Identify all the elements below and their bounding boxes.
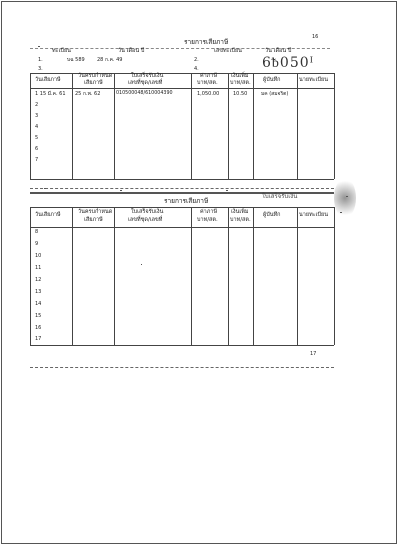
entry3-index: 3. xyxy=(38,66,43,72)
t1-row-3: 3 xyxy=(35,113,39,119)
col-receipt-2: เลขที่ชุด/เลขที่ xyxy=(128,80,163,86)
date-header: วัน เดือน ปี xyxy=(118,48,145,54)
entry4-index: 4. xyxy=(194,66,199,72)
scan-speck xyxy=(226,190,228,191)
t1-row-1-receipt: 010500048/610004390 xyxy=(116,91,173,96)
scan-speck xyxy=(346,196,348,197)
entry2-index: 2. xyxy=(194,57,199,63)
t2-col-7 xyxy=(334,207,335,345)
t1-header-bottom xyxy=(30,88,334,89)
entry1-date: 28 ก.ค. 49 xyxy=(97,57,123,63)
col-surcharge-2: บาท/สต. xyxy=(230,80,251,86)
t2-col-surcharge-2: บาท/สต. xyxy=(230,217,251,223)
scan-speck xyxy=(340,212,342,213)
section2-stamp: ใบเสร็จรับเงิน xyxy=(262,193,298,200)
t2-row-14: 14 xyxy=(35,301,42,307)
scan-speck xyxy=(120,190,122,191)
col-receipt-1: ใบเสร็จรับเงิน xyxy=(131,73,164,79)
col-registrar: นายทะเบียน xyxy=(299,77,329,83)
entry1-reg: บฉ 589 xyxy=(67,57,85,63)
col-tax-1: ค่าภาษี xyxy=(200,73,218,79)
t1-row-1-recorder: มค (สมจริต) xyxy=(261,91,289,97)
t1-col-0 xyxy=(30,73,31,179)
t2-col-5 xyxy=(253,207,254,345)
t2-col-surcharge-1: เงินเพิ่ม xyxy=(231,209,249,215)
t1-top-line xyxy=(30,73,334,74)
t1-col-3 xyxy=(191,73,192,179)
t2-col-6 xyxy=(297,207,298,345)
t2-row-9: 9 xyxy=(35,241,39,247)
t1-col-4 xyxy=(228,73,229,179)
col-due-date-2: เสียภาษี xyxy=(84,80,103,86)
t2-row-8: 8 xyxy=(35,229,39,235)
t2-row-17: 17 xyxy=(35,336,42,342)
col-surcharge-1: เงินเพิ่ม xyxy=(231,73,249,79)
t2-row-15: 15 xyxy=(35,313,42,319)
t1-bottom-line xyxy=(30,179,334,180)
scan-speck xyxy=(38,46,40,47)
t2-col-4 xyxy=(228,207,229,345)
bottom-rule xyxy=(30,367,334,368)
t2-col-registrar: นายทะเบียน xyxy=(299,212,329,218)
entry1-index: 1. xyxy=(38,57,43,63)
t1-col-7 xyxy=(334,73,335,179)
section2-title: รายการเสียภาษี xyxy=(164,197,209,205)
t2-col-receipt-2: เลขที่ชุด/เลขที่ xyxy=(128,217,163,223)
t2-top-line xyxy=(30,207,334,208)
t2-row-12: 12 xyxy=(35,277,42,283)
t2-header-bottom xyxy=(30,227,334,228)
t2-col-2 xyxy=(114,207,115,345)
t1-row-5: 5 xyxy=(35,135,39,141)
t1-col-5 xyxy=(253,73,254,179)
t2-col-pay-date: วันเสียภาษี xyxy=(35,212,61,218)
t2-col-1 xyxy=(72,207,73,345)
page-number-top: 16 xyxy=(312,34,319,40)
reg-header-right: เลขทะเบียน xyxy=(214,48,242,54)
t1-row-4: 4 xyxy=(35,124,39,130)
t2-col-due-date-2: เสียภาษี xyxy=(84,217,103,223)
t1-col-1 xyxy=(72,73,73,179)
scan-speck xyxy=(141,264,142,265)
t1-col-2 xyxy=(114,73,115,179)
col-due-date-1: วันครบกำหนด xyxy=(78,73,113,79)
t2-row-16: 16 xyxy=(35,325,42,331)
handwritten-code: 6ᵬ050ᴵ xyxy=(262,55,315,71)
t1-row-7: 7 xyxy=(35,157,39,163)
reg-header: ทะเบียน xyxy=(52,48,71,54)
t1-row-1-tax: 1,050.00 xyxy=(197,91,220,97)
t2-row-13: 13 xyxy=(35,289,42,295)
section-separator xyxy=(30,188,334,189)
date-header-right: วัน เดือน ปี xyxy=(265,48,292,54)
t2-col-tax-2: บาท/สต. xyxy=(197,217,218,223)
t2-row-10: 10 xyxy=(35,253,42,259)
t1-row-1-surcharge: 10.50 xyxy=(233,91,248,97)
t1-row-1-pay: 1 15 มี.ค. 61 xyxy=(35,91,66,97)
col-recorder: ผู้บันทึก xyxy=(263,77,281,83)
scan-speck xyxy=(44,188,46,189)
t1-row-2: 2 xyxy=(35,102,39,108)
t1-row-6: 6 xyxy=(35,146,39,152)
t2-col-recorder: ผู้บันทึก xyxy=(263,212,281,218)
t2-row-11: 11 xyxy=(35,265,42,271)
t2-col-due-date-1: วันครบกำหนด xyxy=(78,209,113,215)
col-pay-date: วันเสียภาษี xyxy=(35,77,61,83)
t2-bottom-line xyxy=(30,345,334,346)
page-number-bottom: 17 xyxy=(310,351,317,357)
t2-col-0 xyxy=(30,207,31,345)
section1-title: รายการเสียภาษี xyxy=(184,38,229,46)
t1-col-6 xyxy=(297,73,298,179)
t2-col-3 xyxy=(191,207,192,345)
t2-col-receipt-1: ใบเสร็จรับเงิน xyxy=(131,209,164,215)
scan-smudge xyxy=(334,178,356,218)
t2-col-tax-1: ค่าภาษี xyxy=(200,209,218,215)
t1-row-1-due: 25 ก.พ. 62 xyxy=(75,91,101,97)
col-tax-2: บาท/สต. xyxy=(197,80,218,86)
